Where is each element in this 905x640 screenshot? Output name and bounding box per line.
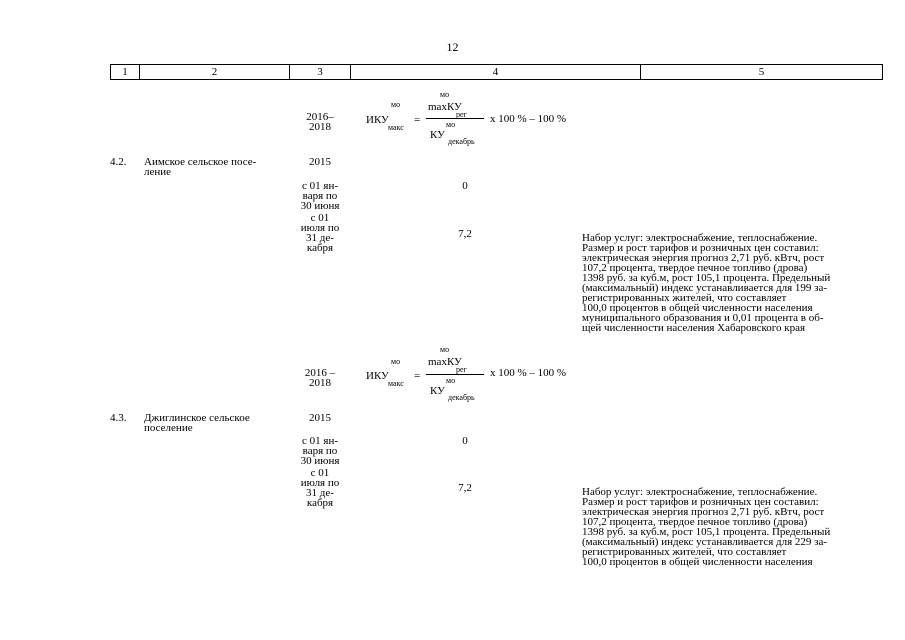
years-line-1: 2016 – [304,367,336,379]
formula-num-sub: рег [456,365,467,374]
index-value-2: 7,2 [458,228,472,240]
years-line-1: 2016– [306,111,334,123]
description-line: 100,0 процентов в общей численности населения [582,302,813,314]
description-line: регистрированных жителей, что составляет [582,546,787,558]
formula-numerator: maxКУ [428,356,462,368]
col-header-3: 3 [290,65,351,79]
description-line: регистрированных жителей, что составляет [582,292,787,304]
index-value-2: 7,2 [458,482,472,494]
col-header-5: 5 [758,66,765,78]
years-cell [290,112,350,132]
description-line: щей численности населения Хабаровского края [582,322,806,334]
settlement-name-line-1: Аимское сельское посе- [144,156,257,168]
description-line: 1398 руб. за куб.м, рост 105,1 процента. Предельный [582,272,831,284]
settlement-name [144,413,289,433]
formula-lhs-sub: макс [388,379,404,388]
formula-numerator: maxКУ [428,101,462,113]
period-1-line: варя по [302,190,338,202]
formula-num-sup: мо [440,90,450,99]
settlement-name [144,157,289,177]
services-description [582,233,878,333]
description-line: Размер и рост тарифов и розничных цен составил: [582,242,819,254]
formula-den-sup: мо [446,376,456,385]
period-2-line: июля по [300,222,340,234]
formula-tail: х 100 % – 100 % [490,113,567,125]
row-number: 4.2. [110,156,127,168]
formula-denominator: КУ [430,129,445,141]
formula-denominator: КУ [430,385,445,397]
description-line: электрическая энергия прогноз 2,71 руб. кВтч, рост [582,252,825,264]
period-2-line: с 01 [310,212,330,224]
formula-num-sup: мо [440,345,450,354]
description-line: 107,2 процента, твердое печное топливо (дрова) [582,516,808,528]
formula-den-sup: мо [446,120,456,129]
year-cell: 2015 [309,156,331,168]
formula-num-sub: рег [456,110,467,119]
settlement-name-line-2: поселение [144,422,193,434]
years-line-2: 2018 [309,121,331,133]
description-line: электрическая энергия прогноз 2,71 руб. кВтч, рост [582,506,825,518]
period-2-line: с 01 [310,467,330,479]
table-header-row [110,64,883,80]
description-line: Набор услуг: электроснабжение, теплоснабжение. [582,486,818,498]
index-formula [362,343,602,403]
col-header-4: 4 [351,65,641,79]
period-1-line: 30 июня [300,455,340,467]
index-value-1: 0 [462,180,468,192]
col-header-1: 1 [111,65,140,79]
formula-sup: мо [391,100,401,109]
formula-eq: = [414,114,421,126]
description-line: (максимальный) индекс устанавливается для 229 за- [582,536,828,548]
fraction-bar [426,118,484,119]
col-header-2: 2 [140,65,290,79]
period-2 [290,213,350,253]
formula-lhs-sub: макс [388,123,404,132]
formula-eq: = [414,370,421,382]
formula-sup: мо [391,357,401,366]
period-1-line: с 01 ян- [302,435,338,447]
description-line: Набор услуг: электроснабжение, теплоснабжение. [582,232,818,244]
period-1 [290,181,350,211]
formula-lhs: ИКУ [366,114,389,126]
formula-tail: х 100 % – 100 % [490,367,567,379]
period-2-line: 31 де- [306,232,334,244]
period-2-line: 31 де- [306,487,334,499]
period-2-line: кабря [306,497,334,509]
row-number: 4.3. [110,412,127,424]
services-description [582,487,878,567]
period-1-line: 30 июня [300,200,340,212]
formula-lhs: ИКУ [366,370,389,382]
description-line: 100,0 процентов в общей численности населения [582,556,813,568]
description-line: (максимальный) индекс устанавливается для 199 за- [582,282,828,294]
years-cell [290,368,350,388]
formula-den-sub: декабрь [448,393,475,402]
fraction-bar [426,374,484,375]
index-value-1: 0 [462,435,468,447]
index-formula [362,90,602,150]
period-2 [290,468,350,508]
period-1-line: варя по [302,445,338,457]
page-number: 12 [446,40,459,54]
years-line-2: 2018 [309,377,331,389]
description-line: 107,2 процента, твердое печное топливо (дрова) [582,262,808,274]
year-cell: 2015 [309,412,331,424]
period-1-line: с 01 ян- [302,180,338,192]
settlement-name-line-1: Джиглинское сельское [144,412,250,424]
description-line: муниципального образования и 0,01 процента в об- [582,312,824,324]
formula-den-sub: декабрь [448,137,475,146]
description-line: Размер и рост тарифов и розничных цен составил: [582,496,819,508]
period-2-line: июля по [300,477,340,489]
settlement-name-line-2: ление [144,166,172,178]
period-1 [290,436,350,466]
description-line: 1398 руб. за куб.м, рост 105,1 процента. Предельный [582,526,831,538]
period-2-line: кабря [306,242,334,254]
